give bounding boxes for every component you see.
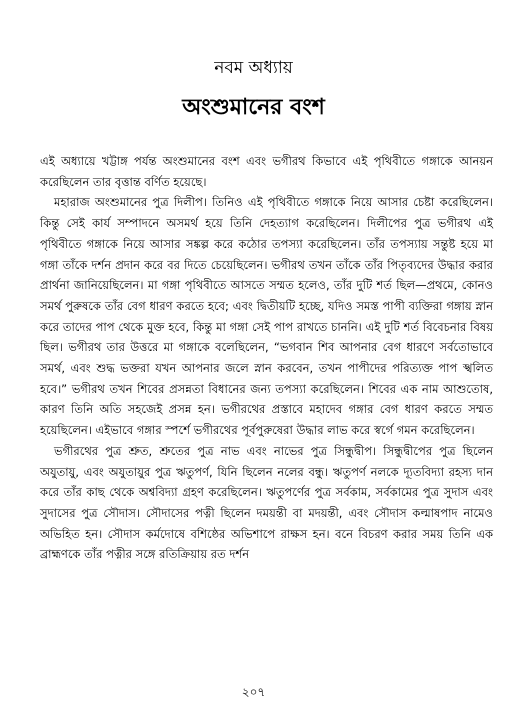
body-text [40,151,493,565]
page-number: ২০৭ [241,685,266,699]
paragraph: এই অধ্যায়ে খট্টাঙ্গ পর্যন্ত অংশুমানের বংশ এবং ভগীরথ কিভাবে এই পৃথিবীতে গঙ্গাকে আনয়ন করেছিলেন তার বৃত্তান্ত বর্ণিত হয়েছে। [40,154,493,189]
paragraph: ভগীরথের পুত্র শ্রুত, শ্রুতের পুত্র নাভ এবং নাভের পুত্র সিন্ধুদ্বীপ। সিন্ধুদ্বীপের পুত্র ছিলেন অযুতায়ু, এবং অযুতায়ুর পুত্র ঋতুপর্ণ, যিনি ছিলেন নলের বন্ধু। ঋতুপর্ণ নলকে দ্যূতবিদ্যা রহস্য দান করে তাঁর কাছ থেকে অশ্ববিদ্যা গ্রহণ করেছিলেন। ঋতুপর্ণের পুত্র সর্বকাম, সর্বকামের পুত্র সুদাস এবং সুদাসের পুত্র সৌদাস। সৌদাসের পত্নী ছিলেন দময়ন্তী বা মদয়ন্তী, এবং সৌদাস কল্মাষপাদ নামেও অভিহিত হন। সৌদাস কর্মদোষে বশিষ্ঠের অভিশাপে রাক্ষস হন। বনে বিচরণ করার সময় তিনি এক ব্রাহ্মণকে তাঁর পত্নীর সঙ্গে রতিক্রিয়ায় রত দর্শন [40,443,493,562]
chapter-title: অংশুমানের বংশ [182,95,325,120]
paragraph: মহারাজ অংশুমানের পুত্র দিলীপ। তিনিও এই পৃথিবীতে গঙ্গাকে নিয়ে আসার চেষ্টা করেছিলেন। কিন্তু সেই কার্য সম্পাদনে অসমর্থ হয়ে তিনি দেহত্যাগ করেছিলেন। দিলীপের পুত্র ভগীরথ এই পৃথিবীতে গঙ্গাকে নিয়ে আসার সঙ্কল্প করে কঠোর তপস্যা করেছিলেন। তাঁর তপস্যায় সন্তুষ্ট হয়ে মা গঙ্গা তাঁকে দর্শন প্রদান করে বর দিতে চেয়েছিলেন। ভগীরথ তখন তাঁকে তাঁর পিতৃব্যদের উদ্ধার করার প্রার্থনা জানিয়েছিলেন। মা গঙ্গা পৃথিবীতে আসতে সম্মত হলেও, তাঁর দুটি শর্ত ছিল—প্রথমে, কোনও সমর্থ পুরুষকে তাঁর বেগ ধারণ করতে হবে; এবং দ্বিতীয়টি হচ্ছে, যদিও সমস্ত পাপী ব্যক্তিরা গঙ্গায় স্নান করে তাদের পাপ থেকে মুক্ত হবে, কিন্তু মা গঙ্গা সেই পাপ রাখতে চাননি। এই দুটি শর্ত বিবেচনার বিষয় ছিল। ভগীরথ তার উত্তরে মা গঙ্গাকে বলেছিলেন, “ভগবান শিব আপনার বেগ ধারণে সর্বতোভাবে সমর্থ, এবং শুদ্ধ ভক্তরা যখন আপনার জলে স্নান করবেন, তখন পাপীদের পরিত্যক্ত পাপ স্খলিত হবে।” ভগীরথ তখন শিবের প্রসন্নতা বিধানের জন্য তপস্যা করেছিলেন। শিবের এক নাম আশুতোষ, কারণ তিনি অতি সহজেই প্রসন্ন হন। ভগীরথের প্রস্তাবে মহাদেব গঙ্গার বেগ ধারণ করতে সম্মত হয়েছিলেন। এইভাবে গঙ্গার স্পর্শে ভগীরথের পূর্বপুরুষেরা উদ্ধার লাভ করে স্বর্গে গমন করেছিলেন। [40,195,493,438]
chapter-heading: নবম অধ্যায় [214,58,293,78]
